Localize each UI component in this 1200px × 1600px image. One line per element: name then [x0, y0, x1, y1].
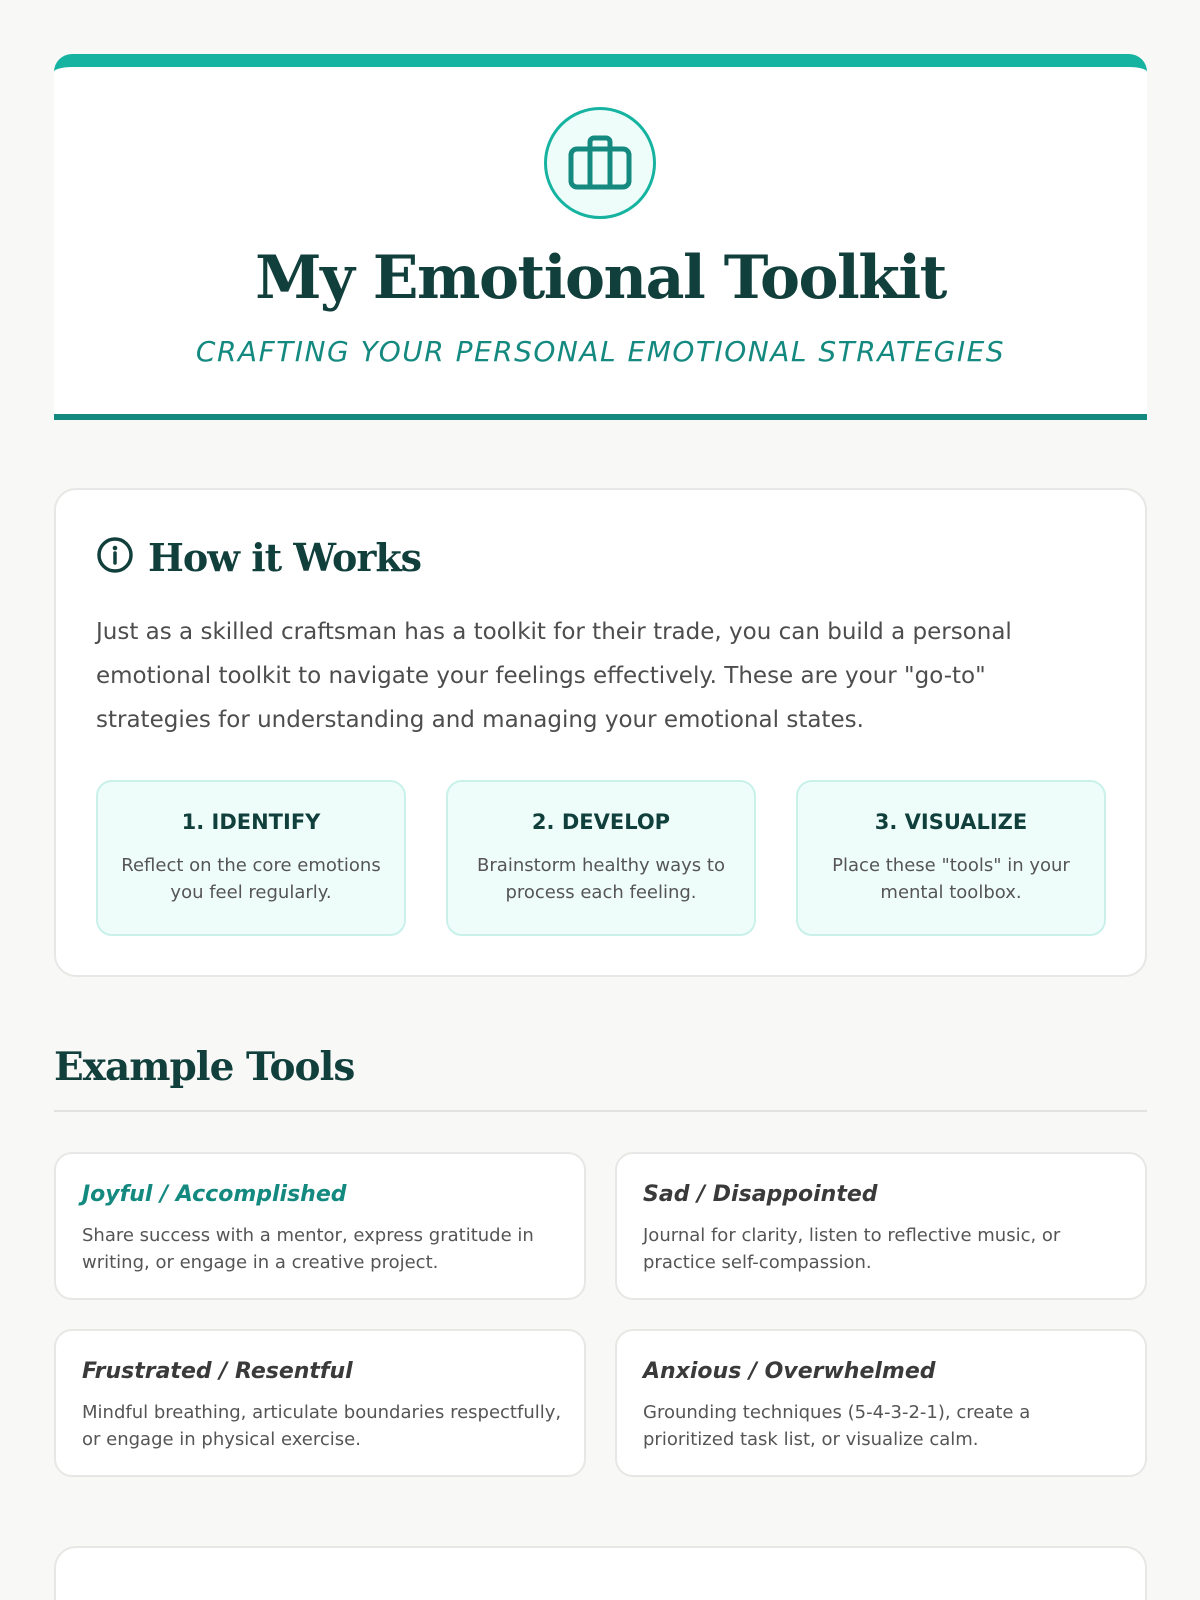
- step-card-develop: [446, 780, 756, 936]
- how-it-works-intro: Just as a skilled craftsman has a toolkit for their trade, you can build a personal emotional toolkit to navigate your feelings effectively. These are your "go-to" strategies for understanding and managing your emotional states.: [96, 619, 1012, 733]
- how-it-works-heading: [96, 532, 421, 582]
- header-card: [54, 54, 1147, 420]
- step-description: Brainstorm healthy ways to process each feeling.: [477, 855, 725, 903]
- tool-card-joyful: [54, 1152, 586, 1300]
- tool-description: Journal for clarity, listen to reflective music, or practice self-compassion.: [643, 1225, 1061, 1273]
- page-subtitle: CRAFTING YOUR PERSONAL EMOTIONAL STRATEGIES: [195, 335, 1006, 368]
- step-title: 3. VISUALIZE: [874, 810, 1028, 834]
- tool-description: Mindful breathing, articulate boundaries respectfully, or engage in physical exercise.: [82, 1402, 562, 1450]
- next-section-card: [54, 1546, 1147, 1600]
- tool-title: Anxious / Overwhelmed: [643, 1359, 936, 1384]
- tool-title: Frustrated / Resentful: [82, 1359, 353, 1384]
- step-card-identify: [96, 780, 406, 936]
- how-it-works-title: How it Works: [148, 534, 422, 580]
- step-description: Reflect on the core emotions you feel regularly.: [121, 855, 381, 903]
- info-icon: [96, 536, 134, 578]
- step-card-visualize: [796, 780, 1106, 936]
- step-description: Place these "tools" in your mental toolbox.: [832, 855, 1070, 903]
- step-title: 2. DEVELOP: [531, 810, 671, 834]
- tool-title: Sad / Disappointed: [643, 1182, 878, 1207]
- toolkit-icon: [544, 107, 656, 219]
- step-title: 1. IDENTIFY: [181, 810, 321, 834]
- tool-description: Grounding techniques (5-4-3-2-1), create a prioritized task list, or visualize calm.: [643, 1402, 1031, 1450]
- tool-description: Share success with a mentor, express gratitude in writing, or engage in a creative project.: [82, 1225, 534, 1273]
- tool-card-anxious: [615, 1329, 1147, 1477]
- example-tools-heading: Example Tools: [54, 1044, 355, 1090]
- tool-title: Joyful / Accomplished: [82, 1182, 347, 1207]
- how-it-works-card: [54, 488, 1147, 977]
- section-divider: [54, 1110, 1147, 1112]
- tool-card-sad: [615, 1152, 1147, 1300]
- tool-card-frustrated: [54, 1329, 586, 1477]
- page-title: My Emotional Toolkit: [255, 243, 946, 313]
